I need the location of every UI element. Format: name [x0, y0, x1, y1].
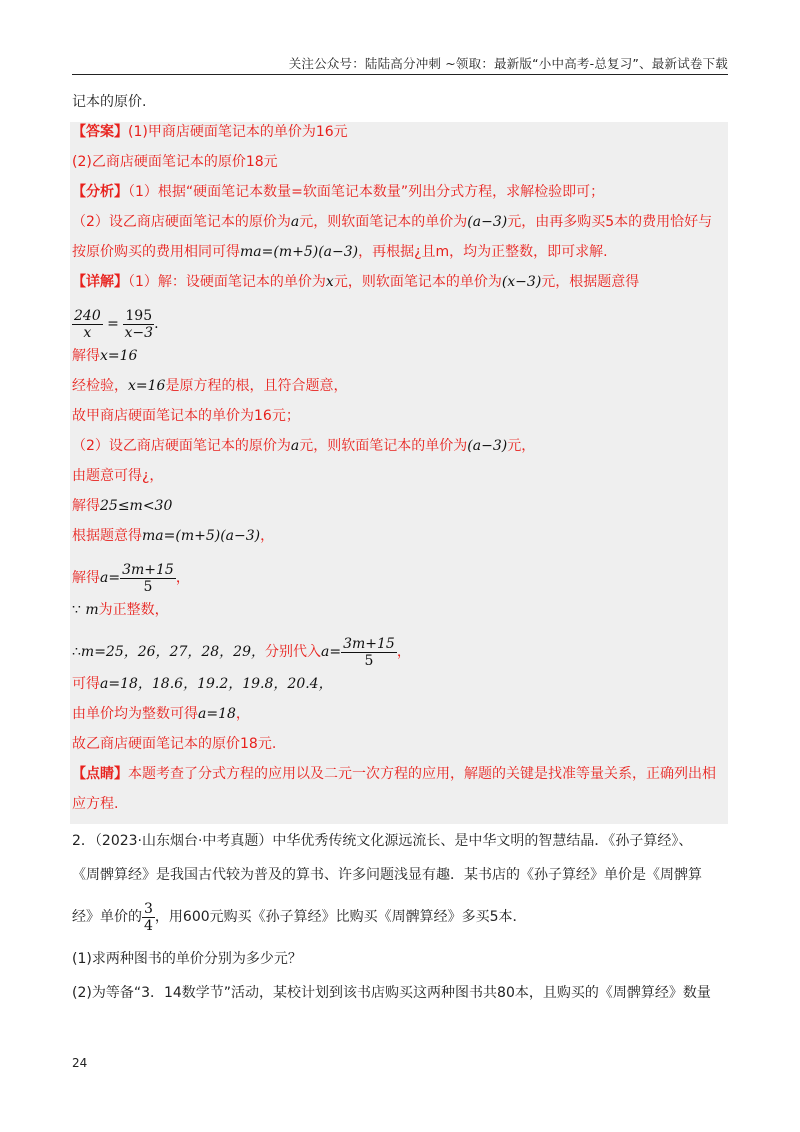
therefore-line: ∴m=25，26，27，28，29，分别代入a= $\frac{3m+15}{5}$ ， — [72, 635, 411, 669]
denominator: x−3 — [124, 324, 154, 341]
math-expr: x=16 — [100, 348, 138, 364]
therefore-symbol: ∴ — [72, 644, 81, 660]
question2-part1 — [72, 942, 728, 976]
text: 经》单价的 — [72, 909, 142, 925]
text: 由题意可得¿， — [72, 468, 164, 484]
comment-line-1 — [72, 764, 728, 794]
math-expr: x=16 — [128, 378, 166, 394]
text: 由单价均为整数可得 — [72, 706, 198, 722]
numerator: 195 — [125, 307, 153, 324]
detail-tag: 【详解】 — [72, 274, 128, 290]
text: 应方程. — [72, 796, 119, 812]
text: (2)乙商店硬面笔记本的原价18元 — [72, 154, 278, 170]
numerator: 3 — [144, 900, 153, 917]
text: 为正整数， — [98, 602, 169, 618]
answer-line-2 — [72, 152, 728, 182]
question2-line-2 — [72, 858, 728, 892]
text: 元，根据题意得 — [541, 274, 640, 290]
math-var: x — [325, 274, 334, 290]
denominator: x — [83, 324, 92, 341]
math-expr: a=18 — [198, 706, 236, 722]
numerator: 3m+15 — [122, 561, 174, 578]
line-continuation — [72, 92, 728, 122]
integer-line: 由单价均为整数可得a=18， — [72, 706, 250, 722]
denominator: 5 — [364, 652, 374, 669]
text: 可得 — [72, 676, 100, 692]
text: （1）解：设硬面笔记本的单价为 — [128, 274, 326, 290]
text: （1）根据“硬面笔记本数量=软面笔记本数量”列出分式方程，求解检验即可； — [128, 184, 605, 200]
equation-line-2: 根据题意得ma=(m+5)(a−3)， — [72, 528, 275, 544]
text: 记本的原价. — [72, 94, 147, 110]
fraction-195-x-3 — [123, 308, 154, 341]
text: ，再根据¿且m，均为正整数，即可求解. — [358, 244, 608, 260]
values-line — [72, 674, 728, 704]
text: 本题考查了分式方程的应用以及二元一次方程的应用，解题的关键是找准等量关系，正确列出相 — [128, 766, 716, 782]
denominator: 4 — [144, 917, 153, 934]
question2-part2 — [72, 976, 728, 1010]
solve-line-2 — [72, 496, 728, 526]
text: (2)为等备“3．14数学节”活动，某校计划到该书店购买这两种图书共80本，且购买的《周髀算经》数量 — [72, 985, 711, 1001]
text: 《周髀算经》是我国古代较为普及的算书、许多问题浅显有趣．某书店的《孙子算经》单价是《周髀算 — [72, 867, 702, 883]
text: 根据题意得 — [72, 528, 142, 544]
part2-line-1 — [72, 436, 728, 466]
text: 经检验， — [72, 378, 128, 394]
answer-tag: 【答案】 — [72, 124, 128, 140]
solve-line-1 — [72, 346, 728, 376]
check-line — [72, 376, 728, 406]
text: ，用600元购买《孙子算经》比购买《周髀算经》多买5本． — [154, 909, 527, 925]
numerator: 3m+15 — [343, 635, 395, 652]
math-expr: (a−3) — [467, 214, 508, 230]
fraction-240-x — [72, 308, 103, 341]
text: 元，由再多购买5本的费用恰好与 — [507, 214, 713, 230]
page-number: 24 — [72, 1056, 88, 1070]
text: 元， — [507, 438, 536, 454]
text: 元，则软面笔记本的单价为 — [299, 214, 468, 230]
text: （2）设乙商店硬面笔记本的原价为 — [72, 438, 291, 454]
text: 按原价购买的费用相同可得 — [72, 244, 240, 260]
because-line — [72, 600, 728, 630]
text: 元，则软面笔记本的单价为 — [333, 274, 502, 290]
math-expr: (x−3) — [501, 274, 542, 290]
fraction-3-4 — [142, 901, 155, 934]
numerator: 240 — [74, 307, 101, 324]
math-expr: 25≤m<30 — [100, 498, 173, 514]
text: 故甲商店硬面笔记本的单价为16元； — [72, 408, 300, 424]
text: 解得 — [72, 498, 100, 514]
text: 解得 — [72, 570, 100, 586]
text: (1)甲商店硬面笔记本的单价为16元 — [128, 124, 348, 140]
math-expr: ma=(m+5)(a−3) — [240, 244, 359, 260]
condition-line — [72, 466, 728, 496]
math-expr: ma=(m+5)(a−3) — [142, 528, 261, 544]
text: (1)求两种图书的单价分别为多少元？ — [72, 951, 302, 967]
text: 故乙商店硬面笔记本的原价18元. — [72, 736, 277, 752]
solve-line-3: 解得a= $\frac{3m+15}{5}$ ， — [72, 561, 190, 595]
math-expr: a= — [100, 570, 121, 586]
math-var: a — [290, 214, 300, 230]
text: （2）设乙商店硬面笔记本的原价为 — [72, 214, 291, 230]
math-var: m — [85, 602, 99, 618]
fraction-3m15-5 — [120, 562, 176, 595]
analysis-line-3 — [72, 242, 728, 272]
text: 2．（2023·山东烟台·中考真题）中华优秀传统文化源远流长、是中华文明的智慧结晶．《孙子算经》、 — [72, 833, 693, 849]
because-symbol: ∵ — [72, 602, 86, 618]
denominator: 5 — [143, 578, 153, 595]
answer-line-1 — [72, 122, 728, 152]
text: 是原方程的根，且符合题意， — [165, 378, 348, 394]
analysis-line-1 — [72, 182, 728, 212]
conclusion-line-2 — [72, 734, 728, 764]
detail-line-1 — [72, 272, 728, 302]
document-body — [72, 92, 728, 1010]
equation-line-1: $\frac{240}{x}$ = $\frac{195}{x-3}$ . — [74, 307, 159, 341]
question2-line-1 — [72, 824, 728, 858]
fraction-3m15-5 — [341, 636, 397, 669]
math-var: a — [290, 438, 300, 454]
math-expr: m=25，26，27，28，29， — [80, 644, 265, 660]
analysis-tag: 【分析】 — [72, 184, 128, 200]
conclusion-line-1 — [72, 406, 728, 436]
comment-tag: 【点睛】 — [72, 766, 128, 782]
analysis-line-2 — [72, 212, 728, 242]
header-text: 关注公众号：陆陆高分冲刺 ~领取：最新版“小中高考-总复习”、最新试卷下载 — [288, 56, 728, 71]
math-expr: a=18，18.6，19.2，19.8，20.4， — [100, 676, 333, 692]
solution-box — [70, 122, 728, 824]
page-header — [72, 54, 728, 75]
math-expr: (a−3) — [467, 438, 508, 454]
text: 解得 — [72, 348, 100, 364]
text: 分别代入 — [265, 644, 321, 660]
question2-line-3 — [72, 892, 728, 942]
text: 元，则软面笔记本的单价为 — [299, 438, 468, 454]
comment-line-2 — [72, 794, 728, 824]
